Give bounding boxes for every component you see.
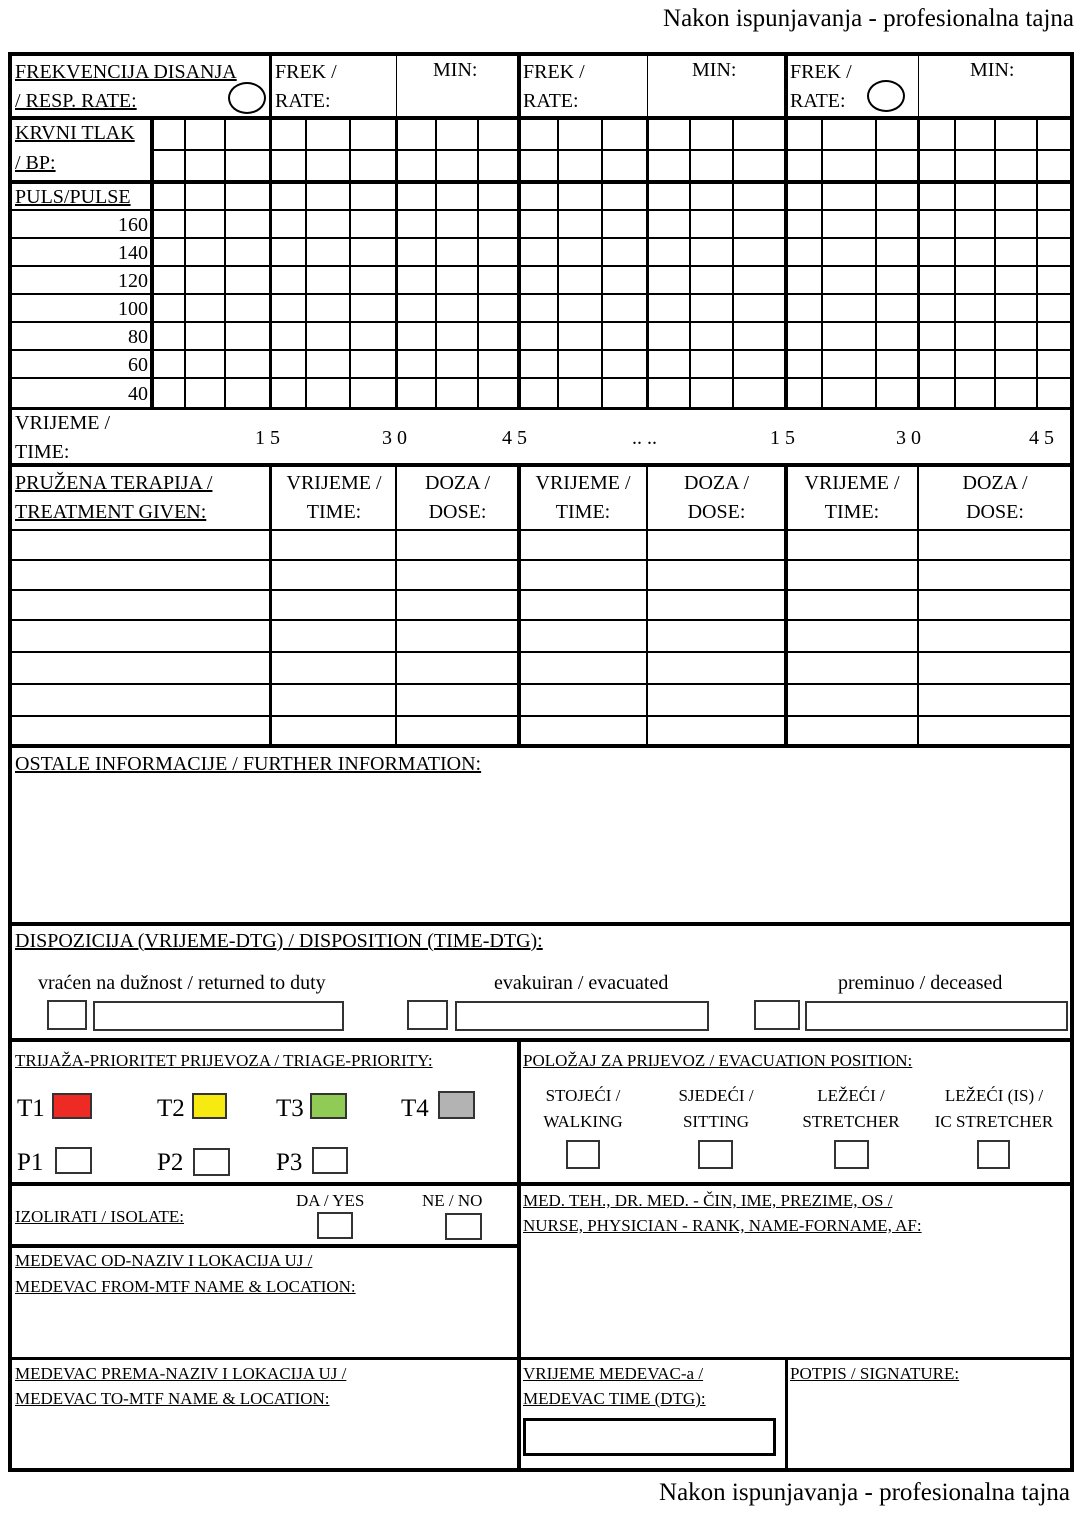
h-rule <box>10 237 1072 239</box>
position-sitting-checkbox[interactable] <box>698 1140 733 1169</box>
signature-label: POTPIS / SIGNATURE: <box>790 1364 960 1383</box>
h-rule <box>10 463 1072 467</box>
time-tick: 4 5 <box>1029 427 1054 449</box>
frek-label-1: FREK / <box>275 61 337 83</box>
disposition-evacuated-label: evakuiran / evacuated <box>494 972 669 994</box>
deceased-time-field[interactable] <box>805 1001 1068 1031</box>
v-rule <box>647 54 648 118</box>
h-rule <box>10 683 1072 685</box>
priority-p3-label: P3 <box>276 1149 303 1176</box>
treatment-time-header-en: TIME: <box>555 501 611 523</box>
priority-p2-label: P2 <box>157 1149 184 1176</box>
deceased-checkbox[interactable] <box>754 1000 800 1030</box>
h-rule <box>8 52 1074 56</box>
duty-checkbox[interactable] <box>47 1000 87 1030</box>
treatment-dose-header-en: DOSE: <box>966 501 1024 523</box>
h-rule <box>10 377 1072 379</box>
v-rule <box>994 118 996 408</box>
disposition-deceased-label: preminuo / deceased <box>838 972 1003 994</box>
v-rule <box>517 1040 521 1472</box>
triage-t1-checkbox[interactable] <box>52 1093 92 1119</box>
evacuated-checkbox[interactable] <box>407 1000 448 1030</box>
v-rule <box>224 118 226 408</box>
position-walking-checkbox[interactable] <box>566 1140 600 1169</box>
frek-label-3: FREK / <box>790 61 852 83</box>
rate-label-2: RATE: <box>523 90 579 112</box>
time-tick: 1 5 <box>770 427 795 449</box>
v-rule <box>269 54 272 408</box>
treatment-dose-header-en: DOSE: <box>687 501 746 523</box>
time-tick: 1 5 <box>255 427 280 449</box>
triage-label: TRIJAŽA-PRIORITET PRIJEVOZA / TRIAGE-PRIORITY: <box>15 1051 433 1070</box>
priority-p3-checkbox[interactable] <box>312 1147 348 1174</box>
min-label-2: MIN: <box>692 59 737 81</box>
h-rule <box>8 1468 1074 1472</box>
frek-label-2: FREK / <box>523 61 585 83</box>
position-ic-stretcher-label-en: IC STRETCHER <box>934 1112 1054 1131</box>
treatment-time-header-en: TIME: <box>306 501 362 523</box>
treatment-dose-header-en: DOSE: <box>428 501 487 523</box>
v-rule <box>821 118 823 408</box>
position-walking-label-en: WALKING <box>543 1112 623 1131</box>
treatment-time-header: VRIJEME / <box>286 472 382 494</box>
pulse-scale-40: 40 <box>128 383 148 405</box>
v-rule <box>646 118 649 408</box>
rate-label-1: RATE: <box>275 90 331 112</box>
v-rule <box>918 54 919 118</box>
treatment-dose-header: DOZA / <box>684 472 749 494</box>
time-label-en: TIME: <box>15 441 70 463</box>
disposition-duty-label: vraćen na dužnost / returned to duty <box>38 972 326 994</box>
priority-p1-checkbox[interactable] <box>55 1147 92 1174</box>
medevac-time-label: VRIJEME MEDEVAC-a / <box>523 1364 704 1383</box>
min-label-1: MIN: <box>433 59 478 81</box>
min-label-3: MIN: <box>970 59 1015 81</box>
triage-t1-label: T1 <box>17 1095 45 1122</box>
h-rule <box>10 559 1072 561</box>
evac-position-label: POLOŽAJ ZA PRIJEVOZ / EVACUATION POSITION: <box>523 1051 913 1070</box>
v-rule <box>435 118 437 408</box>
resp-rate-label-en: / RESP. RATE: <box>15 90 137 112</box>
pulse-label: PULS/PULSE <box>15 186 131 208</box>
triage-t4-label: T4 <box>401 1095 429 1122</box>
triage-t4-checkbox[interactable] <box>438 1091 475 1119</box>
v-rule <box>150 118 154 408</box>
h-rule <box>10 1244 519 1248</box>
v-rule <box>732 118 734 408</box>
treatment-time-header-en: TIME: <box>824 501 880 523</box>
time-tick: 3 0 <box>382 427 407 449</box>
v-rule <box>917 118 920 408</box>
triage-t2-checkbox[interactable] <box>192 1093 227 1119</box>
h-rule <box>152 149 1072 151</box>
position-ic-stretcher-checkbox[interactable] <box>977 1140 1010 1169</box>
triage-t2-label: T2 <box>157 1095 185 1122</box>
position-sitting-label-en: SITTING <box>682 1112 750 1131</box>
v-rule <box>395 118 398 408</box>
v-rule <box>349 118 351 408</box>
v-rule <box>396 54 397 118</box>
v-rule <box>784 54 788 408</box>
pulse-scale-160: 160 <box>118 214 148 236</box>
pulse-scale-120: 120 <box>118 270 148 292</box>
v-rule <box>305 118 307 408</box>
bp-label: KRVNI TLAK <box>15 122 135 144</box>
isolate-no-label: NE / NO <box>422 1191 483 1210</box>
medevac-to-label: MEDEVAC PREMA-NAZIV I LOKACIJA UJ / <box>15 1364 347 1383</box>
v-rule <box>954 118 956 408</box>
treatment-time-header: VRIJEME / <box>804 472 900 494</box>
position-walking-label: STOJEĆI / <box>545 1086 621 1105</box>
isolate-no-checkbox[interactable] <box>445 1213 482 1240</box>
h-rule <box>10 1038 1072 1042</box>
position-sitting-label: SJEDEĆI / <box>678 1086 754 1105</box>
medevac-from-label-en: MEDEVAC FROM-MTF NAME & LOCATION: <box>15 1277 356 1296</box>
evacuated-time-field[interactable] <box>455 1001 709 1031</box>
pulse-scale-140: 140 <box>118 242 148 264</box>
time-tick: 4 5 <box>502 427 527 449</box>
priority-p2-checkbox[interactable] <box>193 1148 230 1176</box>
position-stretcher-label-en: STRETCHER <box>802 1112 900 1131</box>
h-rule <box>10 180 1072 184</box>
duty-time-field[interactable] <box>93 1001 344 1031</box>
h-rule <box>10 589 1072 591</box>
rate-label-3: RATE: <box>790 90 846 112</box>
resp-rate-circle-3[interactable] <box>867 80 905 112</box>
treatment-label-en: TREATMENT GIVEN: <box>15 501 207 523</box>
medevac-time-field[interactable] <box>523 1418 776 1456</box>
medevac-to-label-en: MEDEVAC TO-MTF NAME & LOCATION: <box>15 1389 330 1408</box>
h-rule <box>10 1357 1072 1360</box>
h-rule <box>10 715 1072 717</box>
header-confidential-note: Nakon ispunjavanja - profesionalna tajna <box>663 5 1074 32</box>
h-rule <box>10 293 1072 295</box>
isolate-label: IZOLIRATI / ISOLATE: <box>15 1207 185 1226</box>
treatment-dose-header: DOZA / <box>425 472 490 494</box>
treatment-dose-header: DOZA / <box>962 472 1028 494</box>
medevac-from-label: MEDEVAC OD-NAZIV I LOKACIJA UJ / <box>15 1251 313 1270</box>
time-tick: .. .. <box>632 427 657 449</box>
h-rule <box>10 619 1072 621</box>
position-stretcher-label: LEŽEĆI / <box>817 1086 885 1105</box>
h-rule <box>10 529 1072 531</box>
triage-t3-checkbox[interactable] <box>310 1093 347 1119</box>
v-rule <box>517 54 521 408</box>
medevac-time-label-en: MEDEVAC TIME (DTG): <box>523 1389 706 1408</box>
resp-rate-circle[interactable] <box>228 82 266 114</box>
footer-confidential-note: Nakon ispunjavanja - profesionalna tajna <box>659 1479 1070 1506</box>
h-rule <box>10 922 1072 926</box>
h-rule <box>10 116 1072 120</box>
treatment-time-header: VRIJEME / <box>535 472 631 494</box>
h-rule <box>10 209 1072 211</box>
h-rule <box>10 1182 1072 1186</box>
medic-label: MED. TEH., DR. MED. - ČIN, IME, PREZIME, OS / <box>523 1191 893 1210</box>
h-rule <box>10 651 1072 653</box>
isolate-yes-checkbox[interactable] <box>317 1212 353 1239</box>
further-info-label: OSTALE INFORMACIJE / FURTHER INFORMATION: <box>15 753 482 775</box>
h-rule <box>10 349 1072 351</box>
h-rule <box>10 407 1072 410</box>
h-rule <box>10 265 1072 267</box>
v-rule <box>875 118 877 408</box>
v-rule <box>477 118 479 408</box>
time-tick: 3 0 <box>896 427 921 449</box>
h-rule <box>10 321 1072 323</box>
pulse-scale-80: 80 <box>128 326 148 348</box>
isolate-yes-label: DA / YES <box>296 1191 365 1210</box>
time-label: VRIJEME / <box>15 412 110 434</box>
pulse-scale-60: 60 <box>128 354 148 376</box>
position-stretcher-checkbox[interactable] <box>834 1140 869 1169</box>
v-rule <box>184 118 186 408</box>
triage-t3-label: T3 <box>276 1095 304 1122</box>
priority-p1-label: P1 <box>17 1149 44 1176</box>
bp-label-en: / BP: <box>15 152 56 174</box>
position-ic-stretcher-label: LEŽEĆI (IS) / <box>944 1086 1044 1105</box>
v-rule <box>785 1358 788 1472</box>
resp-rate-label: FREKVENCIJA DISANJA <box>15 61 237 83</box>
medic-label-en: NURSE, PHYSICIAN - RANK, NAME-FORNAME, AF: <box>523 1216 922 1235</box>
h-rule <box>10 744 1072 748</box>
v-rule <box>689 118 691 408</box>
disposition-label: DISPOZICIJA (VRIJEME-DTG) / DISPOSITION (TIME-DTG): <box>15 930 543 952</box>
pulse-scale-100: 100 <box>118 298 148 320</box>
v-rule <box>1036 118 1038 408</box>
v-rule <box>601 118 603 408</box>
treatment-label: PRUŽENA TERAPIJA / <box>15 472 213 494</box>
v-rule <box>557 118 559 408</box>
